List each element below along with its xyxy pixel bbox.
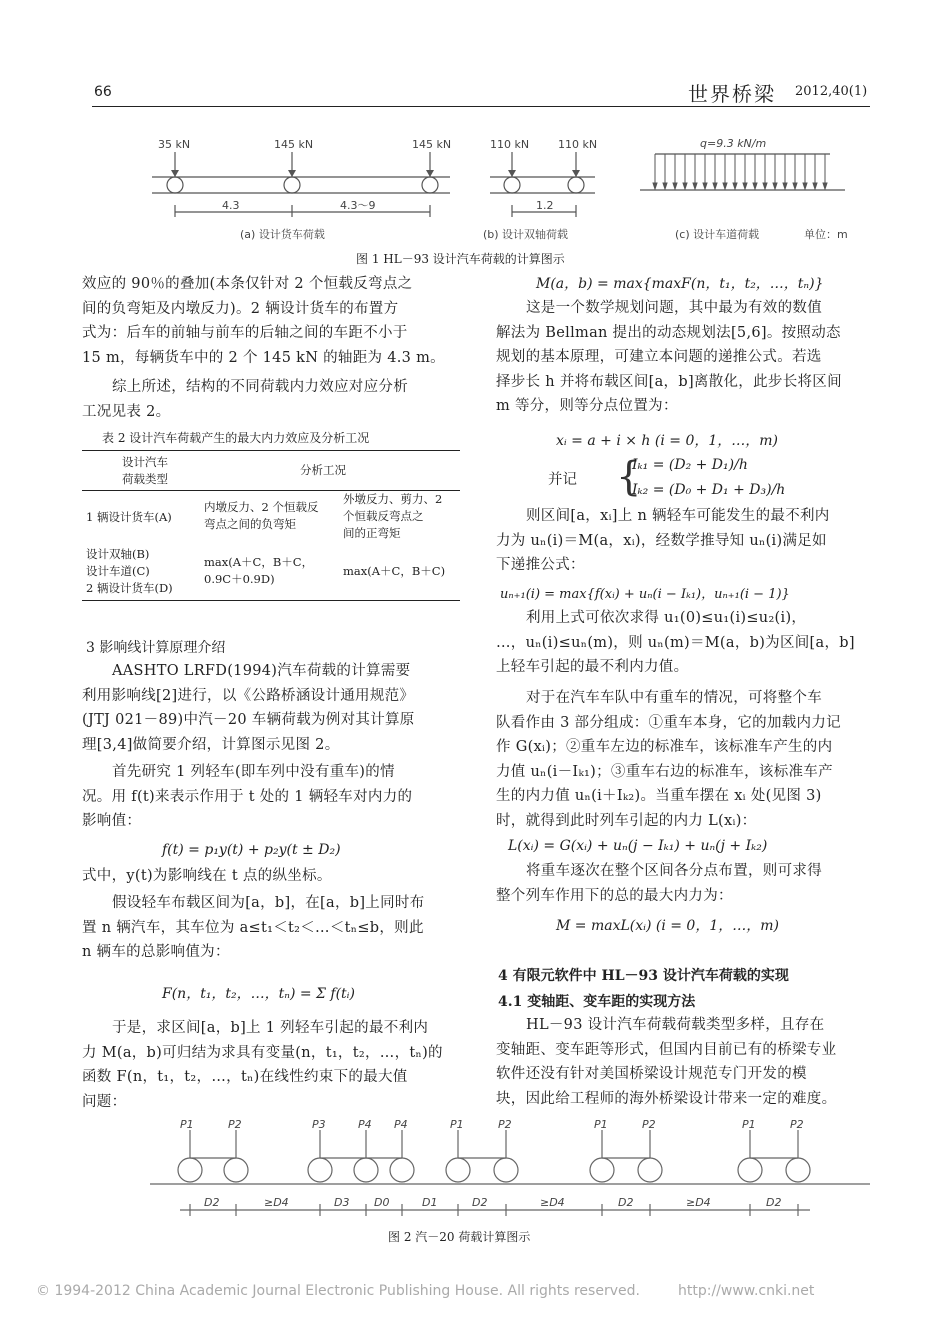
fig2-load: P4 — [394, 1118, 408, 1131]
text-line: 将重车逐次在整个区间各分点布置，则可求得 — [526, 863, 822, 879]
fig2-load: P2 — [642, 1118, 656, 1131]
section-3-paragraph-2 — [82, 760, 412, 834]
text-line: 影响值： — [82, 813, 142, 830]
table-row2-type — [86, 546, 173, 597]
section-4-paragraph — [496, 1013, 836, 1111]
footer-url: http://www.cnki.net — [678, 1283, 815, 1299]
cell-line: 内墩反力、2 个恒载反 — [204, 500, 319, 514]
table-2-title: 表 2 设计汽车荷载产生的最大内力效应及分析工况 — [102, 431, 370, 445]
right-paragraph-3 — [496, 606, 855, 680]
text-line: m 等分，则等分点位置为： — [496, 398, 678, 415]
page-number: 66 — [94, 84, 112, 100]
bingji-label: 并记 — [548, 472, 577, 488]
text-line: 工况见表 2。 — [82, 403, 171, 420]
text-line: 问题： — [82, 1093, 127, 1110]
fig2-load: P2 — [498, 1118, 512, 1131]
fig1b-dim: 1.2 — [536, 199, 554, 212]
table-header-col1 — [110, 454, 180, 488]
text-line: …，uₙ(i)≤uₙ(m)，则 uₙ(m)＝M(a，b)为区间[a，b] — [496, 634, 855, 651]
text-line: 力为 uₙ(i)＝M(a，xᵢ)，经数学推导知 uₙ(i)满足如 — [496, 532, 827, 549]
table-row1-col3 — [343, 491, 442, 542]
fig1a-caption: (a) 设计货车荷载 — [240, 228, 325, 241]
text-line: 软件还没有针对美国桥梁设计规范专门开发的模 — [496, 1066, 807, 1083]
text-line: 变轴距、变车距等形式，但国内目前已有的桥梁专业 — [496, 1041, 837, 1058]
left-paragraph-2 — [82, 375, 408, 424]
equation-M: M = maxL(xᵢ) (i = 0，1，…，m) — [556, 918, 779, 934]
fig1-unit: 单位：m — [804, 228, 848, 241]
table-header-col2: 分析工况 — [300, 463, 346, 477]
fig2-load: P1 — [742, 1118, 756, 1131]
lane-load-arrowhead — [663, 183, 667, 189]
text-line: 首先研究 1 列轻车(即车列中没有重车)的情 — [112, 764, 395, 780]
lane-load-arrowhead — [763, 183, 767, 189]
section-3-paragraph-4 — [82, 891, 424, 965]
fig2-load: P1 — [594, 1118, 608, 1131]
section-4-title: 4 有限元软件中 HL－93 设计汽车荷载的实现 — [498, 968, 789, 984]
equation-L: L(xᵢ) = G(xᵢ) + uₙ(j − Iₖ₁) + uₙ(j + Iₖ₂) — [508, 838, 768, 854]
table-row1-type: 1 辆设计货车(A) — [86, 510, 172, 524]
equation-f: f(t) = p₁y(t) + p₂y(t ± D₂) — [162, 842, 341, 858]
text-line: 理[3,4]做简要介绍，计算图示见图 2。 — [82, 736, 340, 753]
text-line: 则区间[a，xᵢ]上 n 辆轻车可能发生的最不利内 — [526, 508, 830, 524]
text-line: 间的负弯矩及内墩反力)。2 辆设计货车的布置方 — [82, 300, 399, 317]
fig2-load: P1 — [180, 1118, 194, 1131]
cell-line: 外墩反力、剪力、2 — [343, 492, 443, 506]
lane-load-arrowhead — [773, 183, 777, 189]
text-line: 综上所述，结构的不同荷载内力效应对应分析 — [112, 379, 408, 395]
text-line: 式为：后车的前轴与前车的后轴之间的车距不小于 — [82, 325, 408, 342]
cell-line: 设计双轴(B) — [86, 547, 150, 561]
text-line: 时，就得到此时列车引起的内力 L(xᵢ)： — [496, 812, 757, 829]
cell-line: 0.9C＋0.9D) — [204, 572, 275, 586]
text-line: 这是一个数学规划问题，其中最为有效的数值 — [526, 300, 822, 316]
fig2-dim: D2 — [472, 1196, 488, 1209]
fig1a-load-1: 35 kN — [158, 138, 191, 151]
figure-1 — [140, 132, 860, 247]
right-paragraph-4 — [496, 686, 841, 834]
fig1a-load-3: 145 kN — [412, 138, 452, 151]
cell-line: 2 辆设计货车(D) — [86, 581, 173, 595]
section-3-title: 3 影响线计算原理介绍 — [86, 640, 226, 656]
lane-load-arrowhead — [713, 183, 717, 189]
fig2-dim: D2 — [618, 1196, 634, 1209]
fig2-dim: ≥D4 — [264, 1196, 289, 1209]
text-line: 规划的基本原理，可建立本问题的递推公式。若选 — [496, 349, 822, 366]
text-line: 择步长 h 并将布载区间[a，b]离散化，此步长将区间 — [496, 373, 842, 390]
fig2-load: P4 — [358, 1118, 372, 1131]
lane-load-arrowhead — [683, 183, 687, 189]
lane-load-arrowhead — [813, 183, 817, 189]
figure-1-caption: 图 1 HL－93 设计汽车荷载的计算图示 — [356, 252, 565, 266]
text-line: 况。用 f(t)来表示作用于 t 处的 1 辆轻车对内力的 — [82, 788, 413, 805]
fig2-dim: D2 — [766, 1196, 782, 1209]
cell-line: 个恒载反弯点之 — [343, 509, 424, 523]
fig1b-load-2: 110 kN — [558, 138, 598, 151]
table-row2-col3: max(A＋C，B＋C) — [343, 564, 446, 578]
section-3-paragraph-3 — [82, 864, 332, 889]
text-line: 利用影响线[2]进行，以《公路桥涵设计通用规范》 — [82, 687, 415, 704]
text-line: 假设轻车布载区间为[a，b]，在[a，b]上同时布 — [112, 895, 425, 911]
text-line: 利用上式可依次求得 u₁(0)≤u₁(i)≤u₂(i)， — [526, 610, 807, 626]
equation-u: uₙ₊₁(i) = max{f(xᵢ) + uₙ(i − Iₖ₁)，uₙ₊₁(i − 1)} — [500, 587, 790, 602]
table-row2-col2 — [204, 554, 313, 588]
fig1a-load-2: 145 kN — [274, 138, 314, 151]
text-line: 函数 F(n，t₁，t₂，…，tₙ)在线性约束下的最大值 — [82, 1069, 408, 1086]
text-line: 式中，y(t)为影响线在 t 点的纵坐标。 — [82, 868, 332, 884]
right-paragraph-2 — [496, 504, 830, 578]
fig2-dim: ≥D4 — [686, 1196, 711, 1209]
figure-2 — [150, 1112, 870, 1224]
text-line: 块，因此给工程师的海外桥梁设计带来一定的难度。 — [496, 1090, 837, 1107]
lane-load-arrowhead — [653, 183, 657, 189]
text-line: 作 G(xᵢ)；②重车左边的标准车，该标准车产生的内 — [496, 739, 833, 756]
journal-title: 世界桥梁 — [688, 82, 776, 106]
lane-load-arrowhead — [743, 183, 747, 189]
text-line: 于是，求区间[a，b]上 1 列轻车引起的最不利内 — [112, 1020, 429, 1036]
text-line: 力 M(a，b)可归结为求具有变量(n，t₁，t₂，…，tₙ)的 — [82, 1044, 443, 1061]
text-line: 上轻车引起的最不利内力值。 — [496, 659, 689, 676]
lane-load-arrowhead — [823, 183, 827, 189]
text-line: 效应的 90％的叠加(本条仅针对 2 个恒载反弯点之 — [82, 276, 413, 292]
issue-info: 2012,40(1) — [795, 84, 868, 99]
copyright: © 1994-2012 China Academic Journal Electronic Publishing House. All rights reserved. — [36, 1283, 640, 1299]
equation-x: xᵢ = a + i × h (i = 0，1，…，m) — [556, 433, 779, 449]
equation-M-ab: M(a，b) = max{maxF(n，t₁，t₂，…，tₙ)} — [536, 276, 824, 292]
fig2-dim: D2 — [204, 1196, 220, 1209]
lane-load-arrowhead — [673, 183, 677, 189]
fig2-load: P3 — [312, 1118, 326, 1131]
table-header-col1-line: 设计汽车 — [122, 455, 168, 469]
equation-ik1: Iₖ₁ = (D₂ + D₁)/h — [632, 457, 748, 473]
table-top-rule — [82, 450, 460, 451]
lane-load-arrowhead — [753, 183, 757, 189]
right-paragraph-1 — [496, 296, 842, 419]
fig2-dim: ≥D4 — [540, 1196, 565, 1209]
fig2-load: P1 — [450, 1118, 464, 1131]
text-line: (JTJ 021－89)中汽－20 车辆荷载为例对其计算原 — [82, 712, 415, 729]
text-line: 队看作由 3 部分组成：①重车本身，它的加载内力记 — [496, 714, 841, 731]
left-paragraph-1 — [82, 272, 445, 370]
table-row1-col2 — [204, 499, 318, 533]
fig1c-load: q=9.3 kN/m — [700, 137, 767, 150]
header-rule — [92, 106, 870, 107]
fig2-load: P2 — [790, 1118, 804, 1131]
text-line: 生的内力值 uₙ(i＋Iₖ₂)。当重车摆在 xᵢ 处(见图 3) — [496, 788, 822, 805]
fig2-dim: D1 — [422, 1196, 438, 1209]
text-line: 整个列车作用下的总的最大内力为： — [496, 887, 733, 904]
lane-load-arrowhead — [803, 183, 807, 189]
text-line: 15 m，每辆货车中的 2 个 145 kN 的轴距为 4.3 m。 — [82, 349, 445, 366]
cell-line: 间的正弯矩 — [343, 526, 401, 540]
fig2-dim: D0 — [374, 1196, 390, 1209]
fig1b-caption: (b) 设计双轴荷载 — [483, 228, 569, 241]
text-line: 下递推公式： — [496, 557, 585, 574]
text-line: 解法为 Bellman 提出的动态规划法[5,6]。按照动态 — [496, 324, 841, 341]
section-4-1-title: 4.1 变轴距、变车距的实现方法 — [498, 994, 696, 1010]
equation-ik2: Iₖ₂ = (D₀ + D₁ + D₃)/h — [632, 482, 786, 498]
text-line: 对于在汽车车队中有重车的情况，可将整个车 — [526, 690, 822, 706]
cell-line: 设计车道(C) — [86, 564, 150, 578]
fig1a-dim-1: 4.3 — [222, 199, 240, 212]
text-line: 置 n 辆汽车，其车位为 a≤t₁＜t₂＜…＜tₙ≤b，则此 — [82, 919, 424, 936]
fig2-load: P2 — [228, 1118, 242, 1131]
right-paragraph-5 — [496, 859, 822, 908]
cell-line: max(A＋C，B＋C， — [204, 555, 314, 569]
fig2-dim: D3 — [334, 1196, 350, 1209]
brace: { — [616, 454, 642, 500]
lane-load-arrowhead — [793, 183, 797, 189]
lane-load-arrowhead — [733, 183, 737, 189]
lane-load-arrowhead — [693, 183, 697, 189]
text-line: HL－93 设计汽车荷载荷载类型多样，且存在 — [526, 1017, 825, 1033]
fig1a-dim-2: 4.3～9 — [340, 199, 376, 212]
text-line: AASHTO LRFD(1994)汽车荷载的计算需要 — [112, 663, 411, 679]
lane-load-arrowhead — [783, 183, 787, 189]
section-3-paragraph-5 — [82, 1016, 443, 1114]
fig1b-load-1: 110 kN — [490, 138, 530, 151]
equation-F: F(n，t₁，t₂，…，tₙ) = Σ f(tᵢ) — [162, 986, 355, 1002]
cell-line: 弯点之间的负弯矩 — [204, 517, 296, 531]
text-line: n 辆车的总影响值为： — [82, 944, 230, 961]
figure-2-caption: 图 2 汽－20 荷载计算图示 — [388, 1230, 531, 1244]
fig1c-caption: (c) 设计车道荷载 — [675, 228, 760, 241]
lane-load-arrowhead — [703, 183, 707, 189]
text-line: 力值 uₙ(i－Iₖ₁)；③重车右边的标准车，该标准车产 — [496, 763, 833, 780]
section-3-paragraph-1 — [82, 659, 415, 757]
lane-load-arrowhead — [723, 183, 727, 189]
table-bottom-rule — [82, 600, 460, 601]
table-header-col1-line: 荷载类型 — [122, 472, 168, 486]
